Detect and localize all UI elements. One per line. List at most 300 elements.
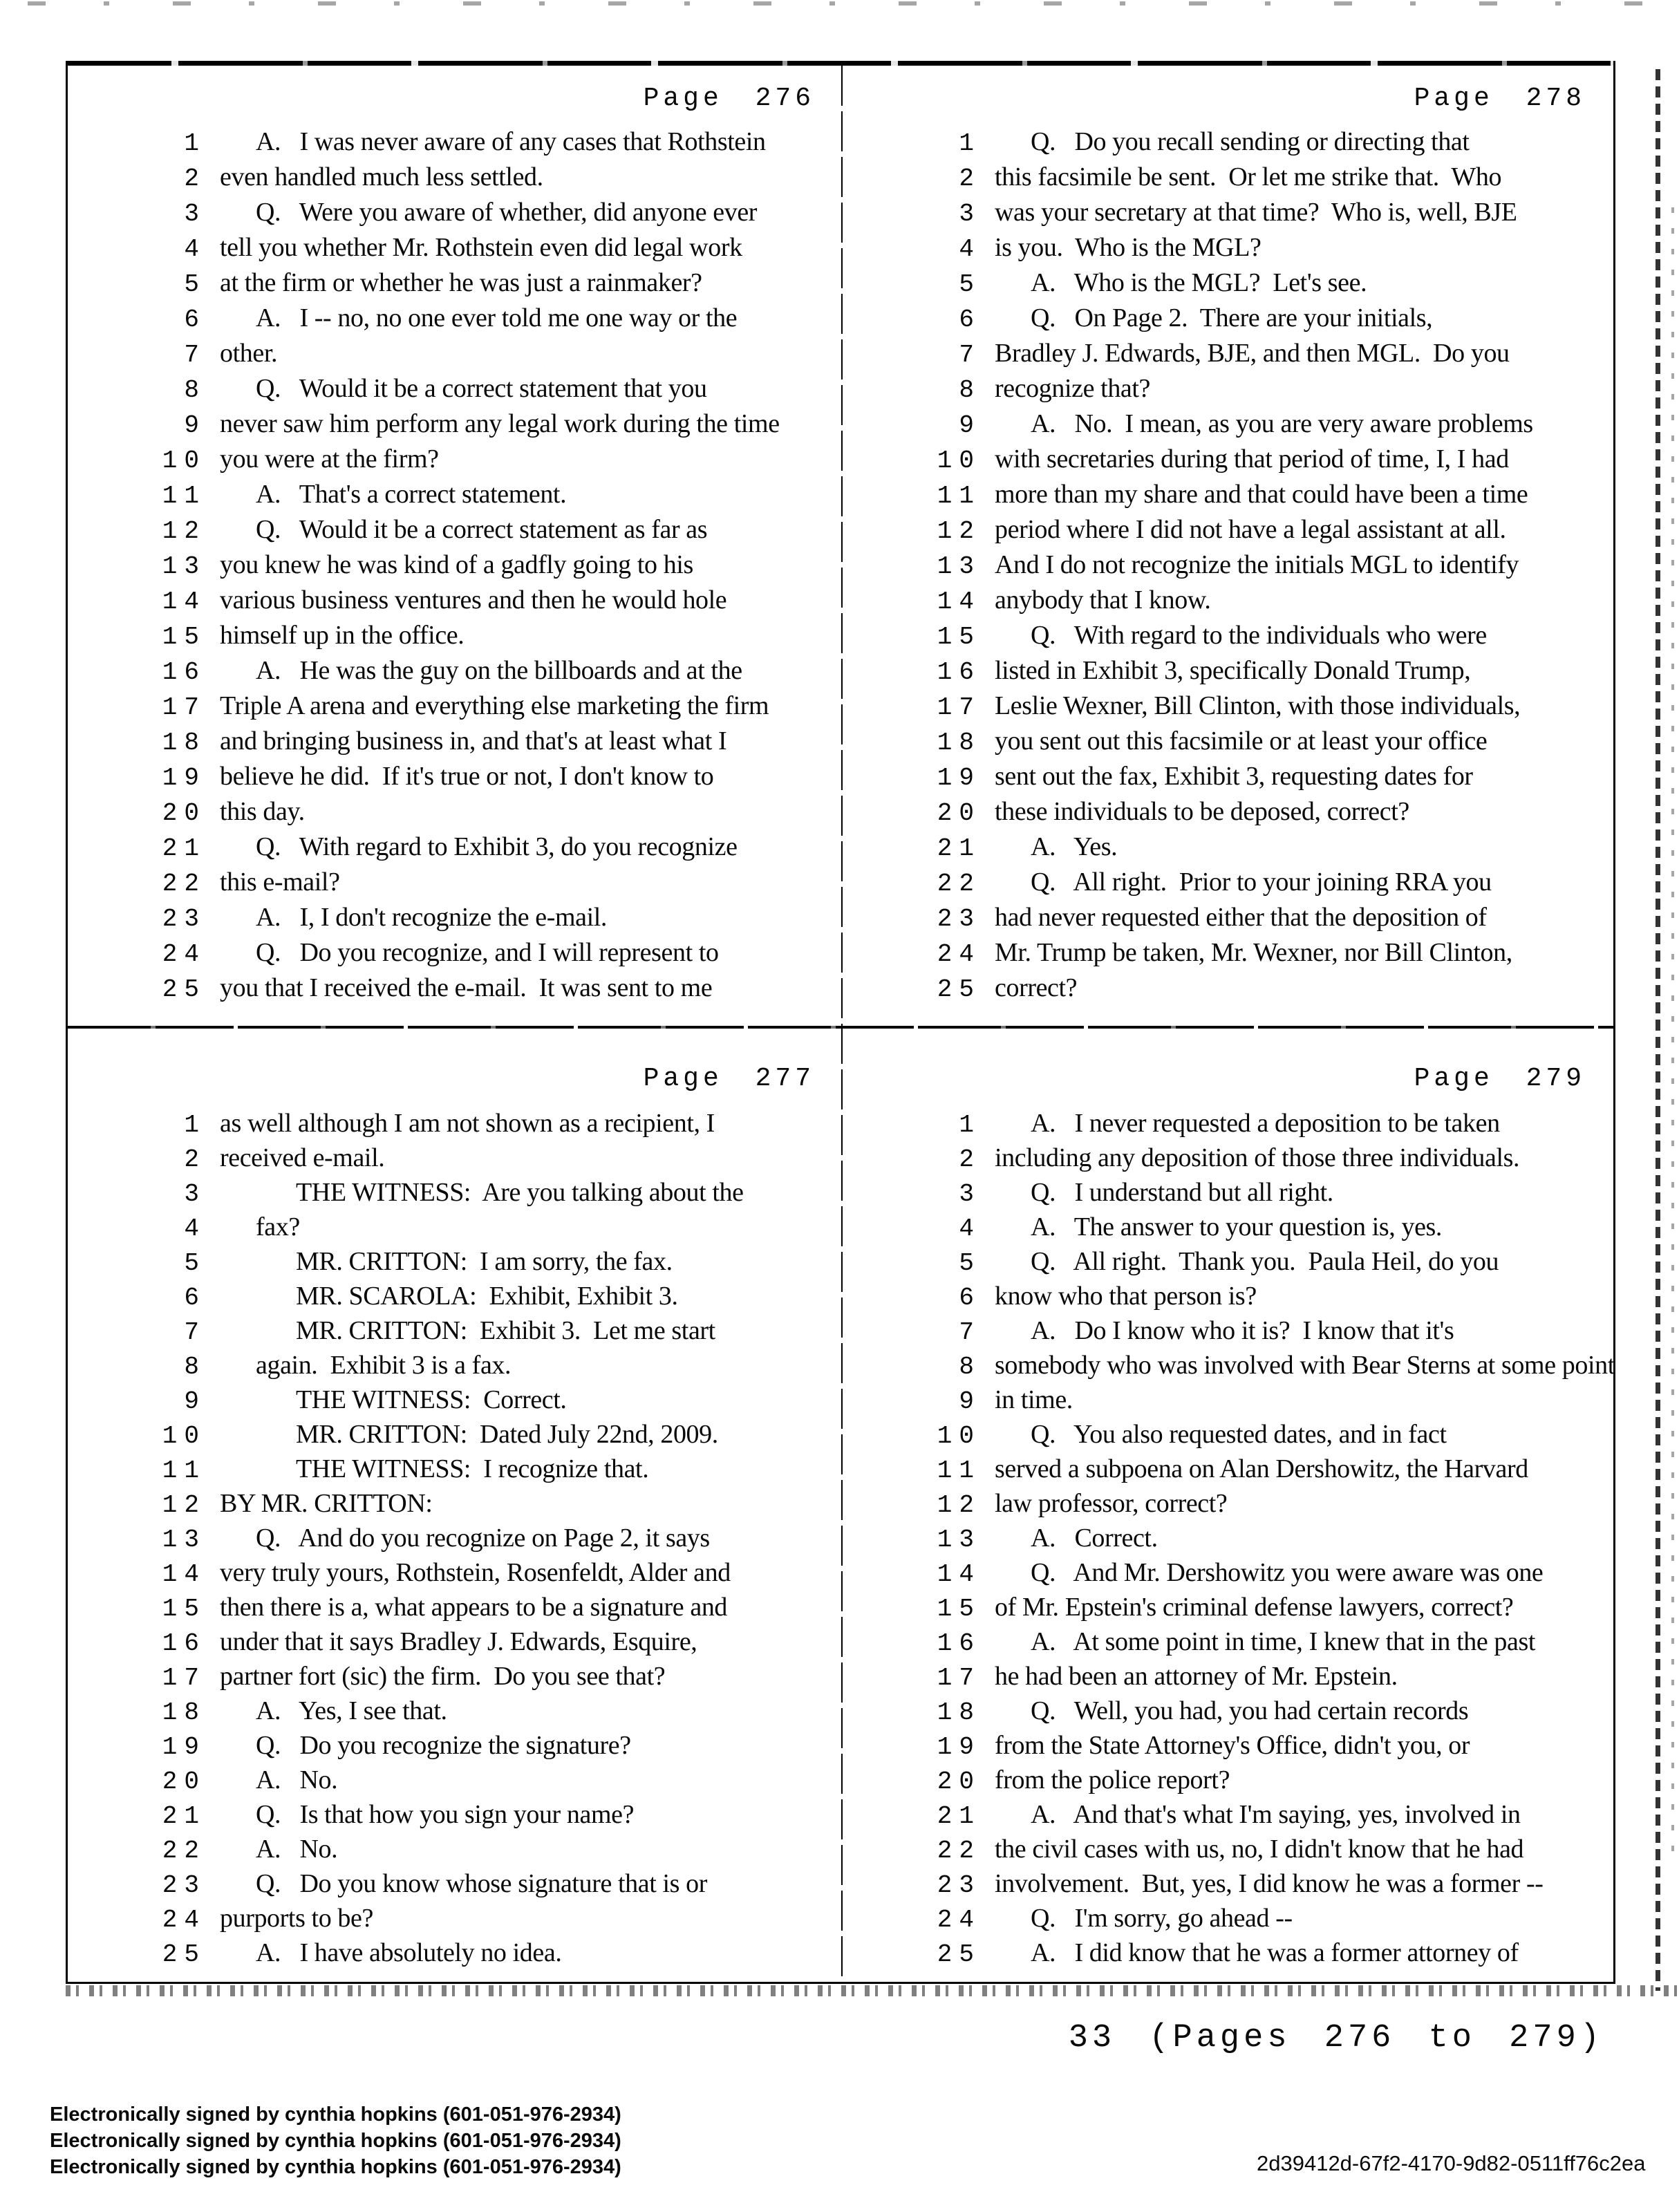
line-number: 24 — [162, 940, 206, 968]
line-text: period where I did not have a legal assistant at all. — [995, 515, 1506, 544]
transcript-line — [843, 620, 1612, 655]
transcript-line — [843, 761, 1612, 796]
transcript-line — [68, 1350, 841, 1385]
line-number: 1 — [959, 1111, 981, 1139]
line-text: A. I have absolutely no idea. — [256, 1938, 562, 1967]
line-text: Leslie Wexner, Bill Clinton, with those individuals, — [995, 691, 1521, 720]
line-number: 2 — [184, 1145, 206, 1174]
line-text: know who that person is? — [995, 1282, 1257, 1311]
transcript-line — [843, 1281, 1612, 1315]
transcript-line — [68, 1592, 841, 1627]
line-number: 1 — [184, 129, 206, 158]
signature-line: Electronically signed by cynthia hopkins (601-051-976-2934) — [50, 2156, 621, 2178]
line-text: And I do not recognize the initials MGL to identify — [995, 550, 1519, 579]
line-number: 25 — [937, 975, 981, 1004]
line-number: 7 — [959, 341, 981, 369]
line-number: 1 — [959, 129, 981, 158]
signature-line: Electronically signed by cynthia hopkins (601-051-976-2934) — [50, 2103, 621, 2126]
line-number: 7 — [184, 1318, 206, 1347]
line-number: 7 — [959, 1318, 981, 1347]
line-text: even handled much less settled. — [220, 162, 543, 191]
line-number: 9 — [184, 411, 206, 440]
transcript-line — [68, 1834, 841, 1868]
line-number: 25 — [937, 1940, 981, 1969]
line-number: 2 — [959, 1145, 981, 1174]
line-number: 6 — [184, 306, 206, 334]
line-number: 8 — [959, 376, 981, 404]
line-number: 25 — [162, 1940, 206, 1969]
transcript-line — [843, 691, 1612, 726]
scan-noise-right-edge-faint — [1671, 207, 1674, 1866]
line-number: 11 — [937, 1456, 981, 1485]
line-text: had never requested either that the deposition of — [995, 903, 1487, 932]
line-text: from the State Attorney's Office, didn't you, or — [995, 1731, 1470, 1760]
line-number: 9 — [184, 1387, 206, 1416]
transcript-line — [68, 1661, 841, 1696]
line-text: received e-mail. — [220, 1143, 385, 1172]
line-text: including any deposition of those three individuals. — [995, 1143, 1520, 1172]
line-number: 5 — [959, 270, 981, 299]
transcript-line — [843, 126, 1612, 162]
line-text: Q. Is that how you sign your name? — [256, 1800, 635, 1829]
transcript-line — [843, 197, 1612, 232]
transcript-line — [68, 620, 841, 655]
line-text: Q. Do you recognize, and I will represent to — [256, 938, 719, 967]
transcript-line — [843, 268, 1612, 303]
transcript-line — [843, 1246, 1612, 1281]
line-number: 8 — [959, 1353, 981, 1381]
page-278-section — [843, 66, 1612, 1024]
line-text: purports to be? — [220, 1904, 373, 1933]
scan-border-breaks — [68, 61, 1613, 66]
page-279-section — [843, 1028, 1615, 1980]
line-text: was your secretary at that time? Who is, well, BJE — [995, 198, 1517, 227]
line-text: then there is a, what appears to be a signature and — [220, 1593, 728, 1622]
line-text: this facsimile be sent. Or let me strike that. Who — [995, 162, 1502, 191]
line-number: 23 — [162, 905, 206, 933]
transcript-line — [68, 1108, 841, 1143]
line-text: correct? — [995, 973, 1078, 1002]
line-text: Q. And do you recognize on Page 2, it says — [256, 1524, 710, 1553]
line-text: law professor, correct? — [995, 1489, 1228, 1518]
transcript-line — [843, 1661, 1612, 1696]
line-number: 3 — [184, 1180, 206, 1208]
line-number: 3 — [959, 1180, 981, 1208]
transcript-line — [68, 1730, 841, 1765]
line-number: 14 — [162, 1560, 206, 1588]
transcript-line — [68, 303, 841, 338]
line-number: 22 — [937, 1837, 981, 1865]
transcript-line — [843, 1143, 1612, 1177]
transcript-line — [68, 1868, 841, 1903]
line-number: 22 — [162, 870, 206, 898]
line-text: A. Who is the MGL? Let's see. — [1031, 268, 1367, 297]
line-text: with secretaries during that period of time, I, I had — [995, 444, 1509, 474]
line-number: 2 — [959, 165, 981, 193]
line-text: the civil cases with us, no, I didn't know that he had — [995, 1835, 1524, 1864]
line-number: 8 — [184, 376, 206, 404]
scan-noise-bottom-edge — [66, 1985, 1679, 1996]
transcript-line — [843, 726, 1612, 761]
transcript-line — [68, 1557, 841, 1592]
transcript-line — [68, 1212, 841, 1246]
line-text: this e-mail? — [220, 868, 340, 897]
transcript-line — [843, 1627, 1612, 1661]
line-text: A. Correct. — [1031, 1524, 1158, 1553]
transcript-line — [843, 1868, 1612, 1903]
line-text: A. No. — [256, 1765, 338, 1794]
transcript-line — [68, 1143, 841, 1177]
line-text: Q. Were you aware of whether, did anyone ever — [256, 198, 758, 227]
line-number: 8 — [184, 1353, 206, 1381]
transcript-line — [68, 973, 841, 1008]
line-number: 20 — [937, 1768, 981, 1796]
transcript-line — [68, 409, 841, 444]
line-number: 5 — [184, 1249, 206, 1277]
line-number: 20 — [937, 799, 981, 827]
transcript-line — [68, 1454, 841, 1488]
line-text: of Mr. Epstein's criminal defense lawyers, correct? — [995, 1593, 1514, 1622]
transcript-line — [843, 232, 1612, 268]
transcript-line — [68, 514, 841, 550]
transcript-line — [843, 1385, 1612, 1419]
line-text: sent out the fax, Exhibit 3, requesting dates for — [995, 762, 1473, 791]
footer-page-count: 33 (Pages 276 to 279) — [1068, 2020, 1604, 2056]
line-text: anybody that I know. — [995, 585, 1211, 615]
transcript-line — [843, 1765, 1612, 1799]
line-text: and bringing business in, and that's at least what I — [220, 727, 727, 756]
line-text: this day. — [220, 797, 305, 826]
line-text: Q. Would it be a correct statement as far as — [256, 515, 708, 544]
line-number: 14 — [162, 588, 206, 616]
transcript-line — [843, 1592, 1612, 1627]
transcript-line — [843, 1557, 1612, 1592]
line-text: MR. SCAROLA: Exhibit, Exhibit 3. — [296, 1282, 678, 1311]
line-number: 6 — [959, 306, 981, 334]
line-text: again. Exhibit 3 is a fax. — [256, 1351, 512, 1380]
line-number: 9 — [959, 411, 981, 440]
line-number: 1 — [184, 1111, 206, 1139]
line-number: 6 — [184, 1284, 206, 1312]
line-text: other. — [220, 339, 278, 368]
transcript-line — [843, 1108, 1612, 1143]
line-text: Mr. Trump be taken, Mr. Wexner, nor Bill Clinton, — [995, 938, 1512, 967]
line-text: Q. Do you know whose signature that is or — [256, 1869, 707, 1898]
line-text: A. I did know that he was a former attorney of — [1031, 1938, 1519, 1967]
line-number: 11 — [937, 482, 981, 510]
line-number: 18 — [162, 1698, 206, 1727]
line-number: 3 — [184, 200, 206, 228]
line-text: Q. And Mr. Dershowitz you were aware was one — [1031, 1558, 1544, 1587]
transcript-line — [68, 1627, 841, 1661]
line-text: Q. With regard to the individuals who were — [1031, 621, 1487, 650]
transcript-line — [68, 1938, 841, 1972]
line-number: 13 — [162, 1526, 206, 1554]
line-number: 10 — [162, 1422, 206, 1450]
transcript-line — [68, 655, 841, 691]
transcript-line — [68, 1696, 841, 1730]
transcript-line — [843, 1488, 1612, 1523]
line-text: tell you whether Mr. Rothstein even did legal work — [220, 233, 742, 262]
line-number: 25 — [162, 975, 206, 1004]
transcript-line — [68, 1419, 841, 1454]
page-276-header: Page 276 — [643, 84, 815, 113]
transcript-line — [68, 691, 841, 726]
line-number: 17 — [162, 693, 206, 722]
transcript-line — [843, 1350, 1615, 1385]
line-text: as well although I am not shown as a recipient, I — [220, 1109, 715, 1138]
line-text: very truly yours, Rothstein, Rosenfeldt, Alder and — [220, 1558, 731, 1587]
line-number: 11 — [162, 1456, 206, 1485]
transcript-line — [68, 126, 841, 162]
line-text: from the police report? — [995, 1765, 1230, 1794]
line-number: 23 — [937, 1871, 981, 1900]
line-number: 21 — [937, 834, 981, 863]
line-number: 10 — [937, 447, 981, 475]
transcript-sheet — [66, 61, 1615, 1984]
line-number: 19 — [162, 1733, 206, 1761]
line-text: A. That's a correct statement. — [256, 480, 567, 509]
line-number: 22 — [937, 870, 981, 898]
page-277-lines — [68, 1108, 841, 1972]
line-number: 11 — [162, 482, 206, 510]
line-text: involvement. But, yes, I did know he was a former -- — [995, 1869, 1544, 1898]
page-276-section — [68, 66, 841, 1024]
transcript-line — [843, 444, 1612, 479]
line-text: served a subpoena on Alan Dershowitz, the Harvard — [995, 1454, 1528, 1483]
transcript-line — [843, 832, 1612, 867]
line-number: 15 — [937, 623, 981, 651]
line-number: 23 — [162, 1871, 206, 1900]
line-text: you were at the firm? — [220, 444, 439, 474]
page-279-lines — [843, 1108, 1615, 1972]
line-number: 10 — [937, 1422, 981, 1450]
line-number: 17 — [937, 1664, 981, 1692]
line-text: Q. I understand but all right. — [1031, 1178, 1333, 1207]
line-number: 4 — [184, 235, 206, 263]
line-number: 20 — [162, 1768, 206, 1796]
transcript-line — [68, 550, 841, 585]
line-number: 21 — [937, 1802, 981, 1830]
line-number: 2 — [184, 165, 206, 193]
transcript-line — [843, 902, 1612, 937]
line-number: 22 — [162, 1837, 206, 1865]
transcript-line — [68, 726, 841, 761]
line-number: 18 — [937, 729, 981, 757]
transcript-line — [68, 1315, 841, 1350]
transcript-line — [843, 1523, 1612, 1557]
transcript-line — [68, 1903, 841, 1938]
transcript-line — [843, 973, 1612, 1008]
line-text: under that it says Bradley J. Edwards, Esquire, — [220, 1627, 697, 1656]
line-text: Q. I'm sorry, go ahead -- — [1031, 1904, 1293, 1933]
transcript-line — [68, 1246, 841, 1281]
line-text: THE WITNESS: Correct. — [296, 1385, 567, 1414]
transcript-line — [68, 585, 841, 620]
line-text: various business ventures and then he would hole — [220, 585, 727, 615]
line-text: you knew he was kind of a gadfly going to his — [220, 550, 693, 579]
transcript-line — [68, 796, 841, 832]
line-text: Q. Would it be a correct statement that you — [256, 374, 707, 403]
line-text: A. Do I know who it is? I know that it's — [1031, 1316, 1454, 1345]
line-number: 12 — [937, 1491, 981, 1519]
transcript-line — [68, 1799, 841, 1834]
line-text: MR. CRITTON: Exhibit 3. Let me start — [296, 1316, 715, 1345]
line-text: listed in Exhibit 3, specifically Donald Trump, — [995, 656, 1471, 685]
page-278-header: Page 278 — [1414, 84, 1586, 113]
line-number: 14 — [937, 1560, 981, 1588]
line-number: 12 — [937, 517, 981, 545]
line-text: is you. Who is the MGL? — [995, 233, 1261, 262]
page-279-header: Page 279 — [1414, 1064, 1586, 1094]
transcript-line — [68, 761, 841, 796]
page-276-lines — [68, 126, 841, 1008]
transcript-line — [843, 303, 1612, 338]
line-number: 4 — [184, 1215, 206, 1243]
transcript-line — [68, 902, 841, 937]
line-number: 18 — [937, 1698, 981, 1727]
transcript-line — [843, 1454, 1612, 1488]
transcript-line — [68, 197, 841, 232]
line-number: 4 — [959, 235, 981, 263]
line-text: you that I received the e-mail. It was sent to me — [220, 973, 713, 1002]
transcript-line — [843, 1730, 1612, 1765]
line-number: 21 — [162, 1802, 206, 1830]
line-text: Q. On Page 2. There are your initials, — [1031, 303, 1433, 332]
line-number: 16 — [162, 658, 206, 686]
line-number: 15 — [162, 623, 206, 651]
transcript-line — [843, 655, 1612, 691]
transcript-line — [68, 338, 841, 373]
transcript-line — [843, 514, 1612, 550]
line-text: at the firm or whether he was just a rainmaker? — [220, 268, 702, 297]
scan-noise-right-edge — [1655, 69, 1660, 1991]
line-number: 24 — [162, 1906, 206, 1934]
line-text: A. I never requested a deposition to be taken — [1031, 1109, 1500, 1138]
line-number: 19 — [937, 764, 981, 792]
transcript-line — [843, 1212, 1612, 1246]
line-text: never saw him perform any legal work during the time — [220, 409, 780, 438]
signature-line: Electronically signed by cynthia hopkins (601-051-976-2934) — [50, 2130, 621, 2152]
line-text: somebody who was involved with Bear Sterns at some point — [995, 1351, 1615, 1380]
transcript-line — [843, 796, 1612, 832]
line-number: 4 — [959, 1215, 981, 1243]
line-number: 5 — [959, 1249, 981, 1277]
page-277-section — [68, 1028, 841, 1980]
transcript-line — [843, 1903, 1612, 1938]
transcript-line — [843, 1799, 1612, 1834]
transcript-line — [68, 1765, 841, 1799]
transcript-line — [843, 162, 1612, 197]
transcript-line — [68, 373, 841, 409]
transcript-line — [68, 1281, 841, 1315]
transcript-line — [843, 867, 1612, 902]
transcript-line — [843, 1315, 1612, 1350]
line-text: Q. Well, you had, you had certain records — [1031, 1696, 1469, 1725]
transcript-line — [843, 550, 1612, 585]
line-number: 12 — [162, 517, 206, 545]
page-278-lines — [843, 126, 1612, 1008]
line-number: 14 — [937, 588, 981, 616]
transcript-line — [843, 937, 1612, 973]
line-number: 19 — [937, 1733, 981, 1761]
transcript-line — [68, 444, 841, 479]
line-number: 15 — [162, 1595, 206, 1623]
line-text: Q. You also requested dates, and in fact — [1031, 1420, 1447, 1449]
line-number: 7 — [184, 341, 206, 369]
transcript-line — [68, 232, 841, 268]
transcript-line — [843, 1177, 1612, 1212]
line-text: A. And that's what I'm saying, yes, involved in — [1031, 1800, 1521, 1829]
line-text: believe he did. If it's true or not, I don't know to — [220, 762, 714, 791]
document-id: 2d39412d-67f2-4170-9d82-0511ff76c2ea — [1257, 2151, 1646, 2175]
line-text: A. The answer to your question is, yes. — [1031, 1212, 1443, 1241]
line-number: 13 — [937, 1526, 981, 1554]
line-text: recognize that? — [995, 374, 1151, 403]
transcript-line — [68, 937, 841, 973]
line-number: 21 — [162, 834, 206, 863]
line-number: 5 — [184, 270, 206, 299]
line-text: Q. All right. Prior to your joining RRA you — [1031, 868, 1492, 897]
line-text: he had been an attorney of Mr. Epstein. — [995, 1662, 1398, 1691]
line-number: 16 — [162, 1629, 206, 1658]
line-text: A. Yes. — [1031, 832, 1118, 861]
line-text: A. No. I mean, as you are very aware problems — [1031, 409, 1533, 438]
line-number: 13 — [162, 552, 206, 581]
line-text: A. I, I don't recognize the e-mail. — [256, 903, 608, 932]
line-number: 24 — [937, 940, 981, 968]
line-text: MR. CRITTON: Dated July 22nd, 2009. — [296, 1420, 718, 1449]
line-text: BY MR. CRITTON: — [220, 1489, 433, 1518]
scan-noise-top-edge — [28, 1, 1645, 6]
signature-block — [50, 2101, 621, 2180]
line-text: Q. Do you recall sending or directing that — [1031, 127, 1470, 156]
line-number: 16 — [937, 1629, 981, 1658]
line-text: THE WITNESS: I recognize that. — [296, 1454, 649, 1483]
line-text: A. I was never aware of any cases that Rothstein — [256, 127, 766, 156]
line-number: 12 — [162, 1491, 206, 1519]
line-number: 19 — [162, 764, 206, 792]
transcript-line — [68, 832, 841, 867]
page-277-header: Page 277 — [643, 1064, 815, 1094]
line-number: 18 — [162, 729, 206, 757]
line-number: 17 — [162, 1664, 206, 1692]
transcript-line — [68, 1523, 841, 1557]
transcript-line — [843, 1938, 1612, 1972]
line-text: A. No. — [256, 1835, 338, 1864]
transcript-line — [843, 1834, 1612, 1868]
line-number: 10 — [162, 447, 206, 475]
line-number: 16 — [937, 658, 981, 686]
line-text: A. I -- no, no one ever told me one way or the — [256, 303, 738, 332]
transcript-line — [68, 1177, 841, 1212]
line-text: in time. — [995, 1385, 1073, 1414]
transcript-line — [843, 373, 1612, 409]
line-text: Q. All right. Thank you. Paula Heil, do you — [1031, 1247, 1499, 1276]
line-text: A. Yes, I see that. — [256, 1696, 447, 1725]
line-number: 6 — [959, 1284, 981, 1312]
line-text: fax? — [256, 1212, 300, 1241]
line-text: partner fort (sic) the firm. Do you see that? — [220, 1662, 666, 1691]
line-number: 20 — [162, 799, 206, 827]
transcript-line — [843, 409, 1612, 444]
line-text: himself up in the office. — [220, 621, 465, 650]
line-text: Q. Do you recognize the signature? — [256, 1731, 631, 1760]
line-number: 17 — [937, 693, 981, 722]
line-number: 23 — [937, 905, 981, 933]
line-number: 15 — [937, 1595, 981, 1623]
line-text: A. At some point in time, I knew that in the past — [1031, 1627, 1536, 1656]
